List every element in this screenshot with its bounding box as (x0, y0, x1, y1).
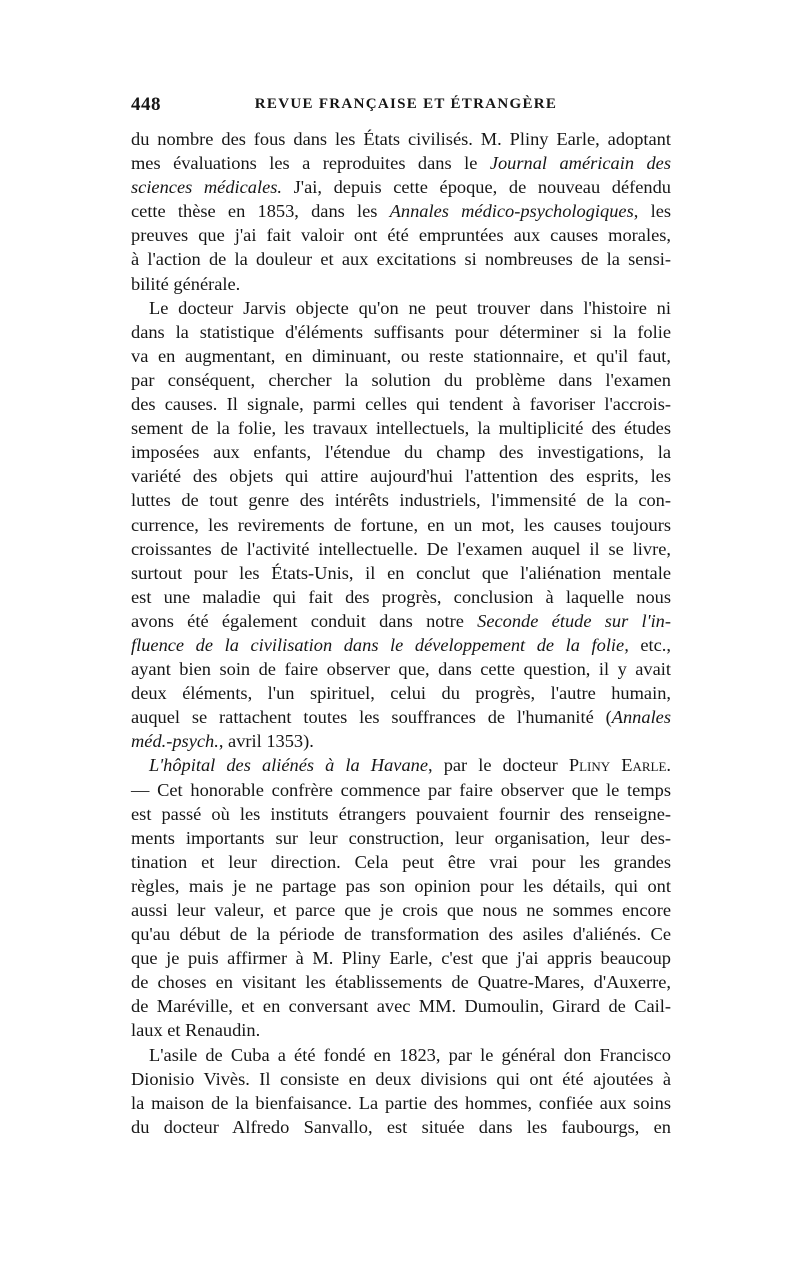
text-line (131, 416, 671, 440)
italic-text: sciences médicales. (131, 177, 283, 198)
text-run: Le docteur Jarvis objecte qu'on ne peut trouver dans l'histoire ni (149, 297, 671, 318)
italic-text: L'hôpital des aliénés à la Havane (149, 755, 429, 776)
text-run: cette thèse en 1853, dans les (131, 201, 390, 222)
paragraph (131, 296, 671, 754)
text-line (131, 296, 671, 320)
text-line (131, 392, 671, 416)
text-run: sement de la folie, les travaux intellectuels, la multiplicité des études (131, 418, 671, 439)
text-run: , les (633, 201, 672, 222)
text-run: — Cet honorable confrère commence par faire observer que le temps (131, 779, 671, 800)
text-line (131, 802, 671, 826)
text-line (131, 778, 671, 802)
text-run: L'asile de Cuba a été fondé en 1823, par le général don Francisco (149, 1044, 671, 1065)
text-run: ayant bien soin de faire observer que, dans cette question, il y avait (131, 659, 671, 680)
paragraph (131, 753, 671, 1042)
text-run: la maison de la bienfaisance. La partie des hommes, confiée aux soins (131, 1092, 671, 1113)
text-run: croissantes de l'activité intellectuelle. De l'examen auquel il se livre, (131, 538, 671, 559)
text-run: dans la statistique d'éléments suffisants pour déterminer si la folie (131, 321, 671, 342)
italic-text: Seconde étude sur l'in- (477, 610, 671, 631)
text-run: Dionisio Vivès. Il consiste en deux divisions qui ont été ajoutées à (131, 1068, 671, 1089)
text-run: du nombre des fous dans les États civilisés. M. Pliny Earle, adoptant (131, 129, 671, 149)
text-line (131, 1018, 671, 1042)
body-text (131, 127, 671, 1139)
text-run: est passé où les instituts étrangers pouvaient fournir des renseigne- (131, 803, 671, 824)
text-run: qu'au début de la période de transformation des asiles d'aliénés. Ce (131, 924, 671, 945)
text-run: laux et Renaudin. (131, 1020, 261, 1041)
text-line (131, 874, 671, 898)
text-line (131, 175, 671, 199)
text-line (131, 729, 671, 753)
text-run: J'ai, depuis cette époque, de nouveau défendu (282, 177, 671, 198)
text-line (131, 1067, 671, 1091)
text-run: tination et leur direction. Cela peut être vrai pour les grandes (131, 851, 671, 872)
text-line (131, 994, 671, 1018)
text-line (131, 850, 671, 874)
paragraph (131, 127, 671, 296)
text-line (131, 753, 671, 777)
text-line (131, 199, 671, 223)
small-caps-text: Pliny Earle. (568, 755, 672, 776)
text-line (131, 898, 671, 922)
italic-text: Annales médico-psychologiques (389, 201, 634, 222)
text-line (131, 1043, 671, 1067)
text-run: à l'action de la douleur et aux excitations si nombreuses de la sensi- (131, 249, 671, 270)
italic-text: Annales (611, 707, 671, 728)
text-line (131, 705, 671, 729)
text-line (131, 127, 671, 151)
italic-text: méd.-psych. (131, 731, 219, 752)
text-run: , par le docteur (428, 755, 569, 776)
text-line (131, 922, 671, 946)
text-line (131, 561, 671, 585)
page-header (131, 94, 671, 120)
text-run: deux éléments, l'un spirituel, celui du progrès, l'autre humain, (131, 683, 671, 704)
text-run: avons été également conduit dans notre (131, 610, 478, 631)
text-run: du docteur Alfredo Sanvallo, est située dans les faubourgs, en (131, 1116, 671, 1137)
text-run: imposées aux enfants, l'étendue du champ des investigations, la (131, 442, 671, 463)
text-run: règles, mais je ne partage pas son opinion pour les détails, qui ont (131, 875, 671, 896)
text-line (131, 609, 671, 633)
text-line (131, 1091, 671, 1115)
text-line (131, 946, 671, 970)
text-line (131, 320, 671, 344)
text-line (131, 633, 671, 657)
text-run: est une maladie qui fait des progrès, conclusion à laquelle nous (131, 586, 671, 607)
text-run: ments importants sur leur construction, leur organisation, leur des- (131, 827, 671, 848)
text-run: de choses en visitant les établissements de Quatre-Mares, d'Auxerre, (131, 972, 671, 993)
text-line (131, 368, 671, 392)
text-run: de Maréville, et en conversant avec MM. Dumoulin, Girard de Cail- (131, 996, 671, 1017)
text-run: aussi leur valeur, et parce que je crois que nous ne sommes encore (131, 900, 671, 920)
text-run: va en augmentant, en diminuant, ou reste stationnaire, et qu'il faut, (131, 345, 671, 366)
text-line (131, 151, 671, 175)
text-run: auquel se rattachent toutes les souffrances de l'humanité ( (131, 707, 612, 728)
text-line (131, 585, 671, 609)
text-line (131, 970, 671, 994)
running-head: REVUE FRANÇAISE ET ÉTRANGÈRE (254, 96, 558, 112)
text-run: etc., (628, 634, 671, 655)
text-line (131, 488, 671, 512)
text-run: , avril 1353). (218, 731, 314, 752)
text-run: que je puis affirmer à M. Pliny Earle, c'est que j'ai appris beaucoup (131, 948, 671, 969)
text-line (131, 826, 671, 850)
text-run: variété des objets qui attire aujourd'hui l'attention des esprits, les (131, 466, 671, 487)
text-line (131, 344, 671, 368)
italic-text: Journal américain des (489, 153, 671, 174)
italic-text: fluence de la civilisation dans le développement de la folie, (131, 634, 629, 655)
text-run: luttes de tout genre des intérêts industriels, l'immensité de la con- (131, 490, 671, 511)
page-number: 448 (131, 94, 161, 115)
text-line (131, 440, 671, 464)
paragraph (131, 1043, 671, 1139)
text-line (131, 537, 671, 561)
text-run: par conséquent, chercher la solution du problème dans l'examen (131, 369, 671, 390)
text-line (131, 681, 671, 705)
text-line (131, 247, 671, 271)
text-run: bilité générale. (131, 273, 241, 294)
text-line (131, 1115, 671, 1139)
text-run: mes évaluations les a reproduites dans le (131, 153, 490, 174)
text-line (131, 223, 671, 247)
text-line (131, 272, 671, 296)
text-run: preuves que j'ai fait valoir ont été empruntées aux causes morales, (131, 225, 671, 246)
text-line (131, 657, 671, 681)
text-line (131, 513, 671, 537)
text-run: currence, les revirements de fortune, en un mot, les causes toujours (131, 514, 671, 535)
text-run: surtout pour les États-Unis, il en conclut que l'aliénation mentale (131, 562, 671, 583)
text-line (131, 464, 671, 488)
text-run: des causes. Il signale, parmi celles qui tendent à favoriser l'accrois- (131, 394, 671, 415)
